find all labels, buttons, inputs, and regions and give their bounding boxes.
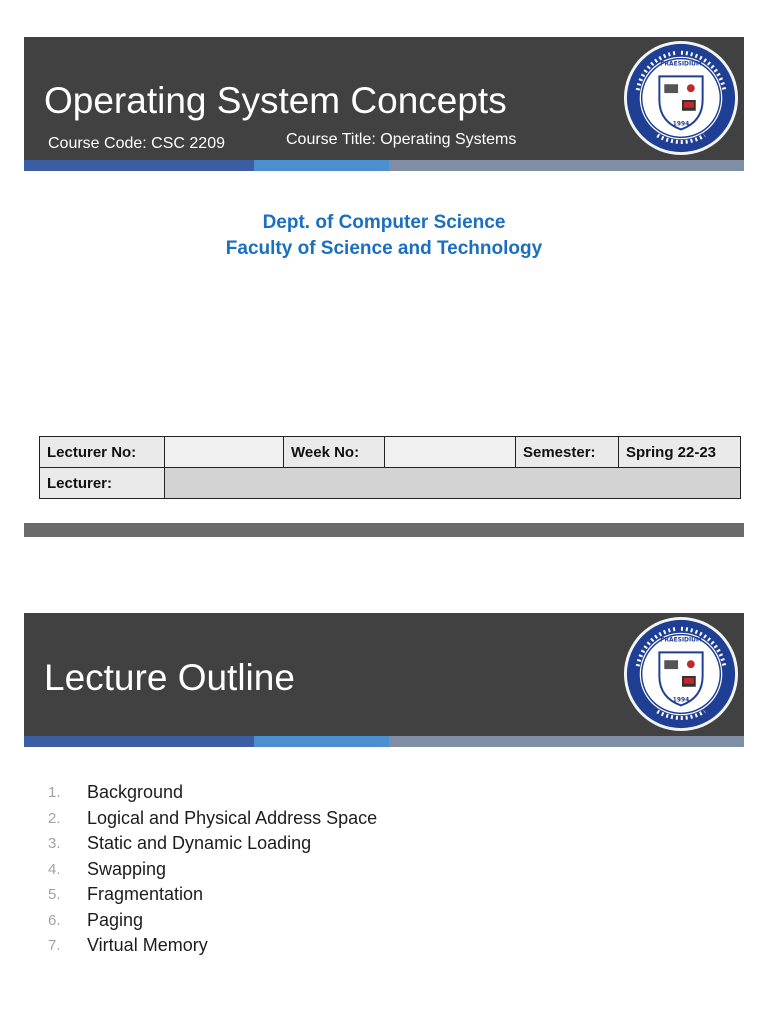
table-row: [40, 468, 741, 499]
list-item: [48, 908, 377, 934]
list-item: [48, 806, 377, 832]
item-text: Fragmentation: [87, 884, 204, 904]
item-text: Virtual Memory: [87, 935, 208, 955]
outline-list: [48, 780, 377, 959]
semester-label: Semester:: [516, 437, 619, 468]
item-text: Swapping: [87, 858, 167, 879]
item-text: Static and Dynamic Loading: [87, 833, 312, 853]
lecturer-no-value: [165, 437, 284, 468]
item-number: 7.: [48, 937, 61, 954]
outline-slide-header: [24, 613, 744, 736]
svg-text:PRAESIDIUM: PRAESIDIUM: [660, 637, 702, 644]
course-code: Course Code: CSC 2209: [48, 135, 225, 152]
list-item: [48, 882, 377, 908]
list-item: [48, 831, 377, 857]
list-item: [48, 780, 377, 806]
item-text: Background: [87, 782, 184, 802]
svg-text:1994: 1994: [672, 121, 690, 128]
lecturer-value: [165, 468, 741, 499]
item-number: 4.: [48, 860, 61, 878]
slide-footer-bar: [24, 523, 744, 537]
week-no-label: Week No:: [284, 437, 385, 468]
lecturer-no-label: Lecturer No:: [40, 437, 165, 468]
lecturer-label: Lecturer:: [40, 468, 165, 499]
item-number: 3.: [48, 835, 61, 852]
university-logo: [622, 39, 740, 157]
item-number: 5.: [48, 886, 61, 903]
list-item: [48, 857, 377, 883]
item-number: 6.: [48, 911, 61, 929]
lecture-info-table: [39, 436, 741, 499]
list-item: [48, 933, 377, 959]
svg-text:1994: 1994: [672, 697, 690, 704]
course-title: Course Title: Operating Systems: [286, 131, 517, 148]
header-accent-stripe: [24, 160, 744, 171]
semester-value: Spring 22-23: [619, 437, 741, 468]
item-text: Logical and Physical Address Space: [87, 807, 378, 828]
faculty-name: Faculty of Science and Technology: [225, 238, 543, 259]
item-number: 1.: [48, 784, 61, 801]
header-accent-stripe: [24, 736, 744, 747]
svg-text:PRAESIDIUM: PRAESIDIUM: [660, 61, 702, 68]
table-row: [40, 437, 741, 468]
outline-title: Lecture Outline: [44, 657, 295, 698]
week-no-value: [385, 437, 516, 468]
title-slide-header: [24, 37, 744, 160]
item-text: Paging: [87, 909, 144, 930]
slide-title: Operating System Concepts: [44, 80, 507, 121]
university-logo: [622, 615, 740, 733]
department-name: Dept. of Computer Science: [262, 212, 506, 233]
item-number: 2.: [48, 809, 61, 827]
